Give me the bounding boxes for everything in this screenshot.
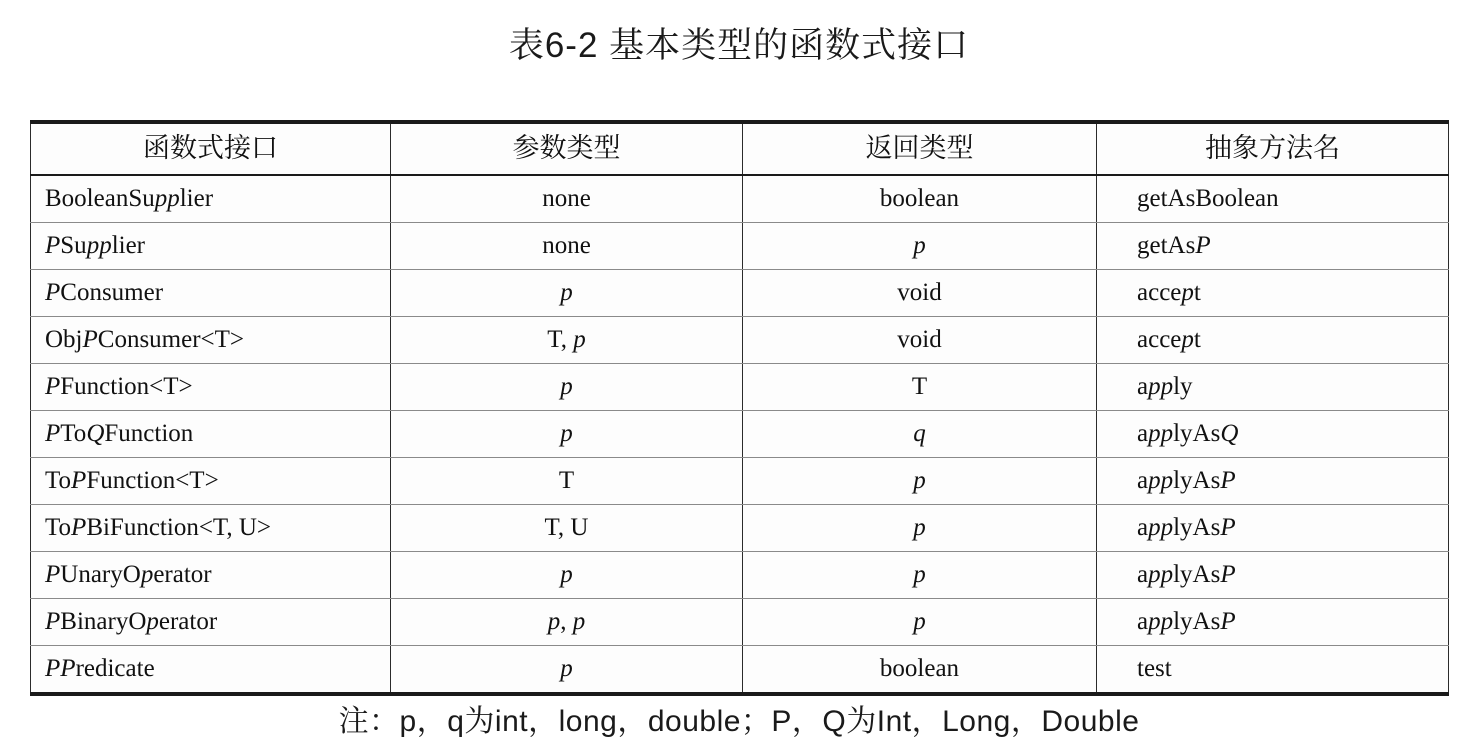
cell-return-type: T xyxy=(743,364,1097,411)
column-header-interface: 函数式接口 xyxy=(31,122,391,175)
cell-interface: PUnaryOperator xyxy=(31,552,391,599)
cell-method-name: applyAsP xyxy=(1097,552,1449,599)
cell-param-type: none xyxy=(391,175,743,223)
functional-interface-table xyxy=(30,120,1449,696)
table-row xyxy=(31,599,1449,646)
column-header-param-type: 参数类型 xyxy=(391,122,743,175)
cell-param-type: p xyxy=(391,552,743,599)
column-header-return-type: 返回类型 xyxy=(743,122,1097,175)
cell-interface: ToPBiFunction<T, U> xyxy=(31,505,391,552)
cell-method-name: accept xyxy=(1097,317,1449,364)
cell-param-type: p xyxy=(391,364,743,411)
cell-return-type: boolean xyxy=(743,175,1097,223)
table-body xyxy=(31,175,1449,694)
cell-return-type: p xyxy=(743,505,1097,552)
cell-return-type: p xyxy=(743,223,1097,270)
cell-return-type: void xyxy=(743,270,1097,317)
cell-param-type: none xyxy=(391,223,743,270)
cell-method-name: getAsBoolean xyxy=(1097,175,1449,223)
cell-return-type: p xyxy=(743,458,1097,505)
table-row xyxy=(31,175,1449,223)
cell-method-name: accept xyxy=(1097,270,1449,317)
cell-method-name: applyAsP xyxy=(1097,599,1449,646)
cell-return-type: void xyxy=(743,317,1097,364)
cell-return-type: q xyxy=(743,411,1097,458)
cell-interface: PConsumer xyxy=(31,270,391,317)
cell-interface: PSupplier xyxy=(31,223,391,270)
cell-return-type: boolean xyxy=(743,646,1097,695)
cell-interface: BooleanSupplier xyxy=(31,175,391,223)
column-header-method-name: 抽象方法名 xyxy=(1097,122,1449,175)
table-header-row xyxy=(31,122,1449,175)
table-row xyxy=(31,364,1449,411)
cell-method-name: applyAsP xyxy=(1097,458,1449,505)
cell-interface: PToQFunction xyxy=(31,411,391,458)
cell-return-type: p xyxy=(743,599,1097,646)
cell-interface: PFunction<T> xyxy=(31,364,391,411)
table-row xyxy=(31,458,1449,505)
cell-param-type: p xyxy=(391,411,743,458)
cell-method-name: getAsP xyxy=(1097,223,1449,270)
cell-return-type: p xyxy=(743,552,1097,599)
table-row xyxy=(31,411,1449,458)
cell-param-type: T, p xyxy=(391,317,743,364)
cell-interface: PBinaryOperator xyxy=(31,599,391,646)
cell-param-type: p xyxy=(391,270,743,317)
table-row xyxy=(31,552,1449,599)
table-row xyxy=(31,223,1449,270)
cell-param-type: T xyxy=(391,458,743,505)
cell-method-name: applyAsQ xyxy=(1097,411,1449,458)
table-note: 注：p，q为int，long，double；P，Q为Int，Long，Double xyxy=(338,705,1140,738)
table-row xyxy=(31,270,1449,317)
cell-param-type: p, p xyxy=(391,599,743,646)
table-header xyxy=(31,122,1449,175)
cell-method-name: applyAsP xyxy=(1097,505,1449,552)
cell-param-type: T, U xyxy=(391,505,743,552)
cell-method-name: apply xyxy=(1097,364,1449,411)
functional-interface-table-wrapper xyxy=(30,120,1448,696)
cell-interface: ToPFunction<T> xyxy=(31,458,391,505)
table-row xyxy=(31,317,1449,364)
cell-method-name: test xyxy=(1097,646,1449,695)
page-title: 表6-2 基本类型的函数式接口 xyxy=(508,26,970,65)
cell-param-type: p xyxy=(391,646,743,695)
table-row xyxy=(31,505,1449,552)
table-row xyxy=(31,646,1449,695)
cell-interface: ObjPConsumer<T> xyxy=(31,317,391,364)
cell-interface: PPredicate xyxy=(31,646,391,695)
